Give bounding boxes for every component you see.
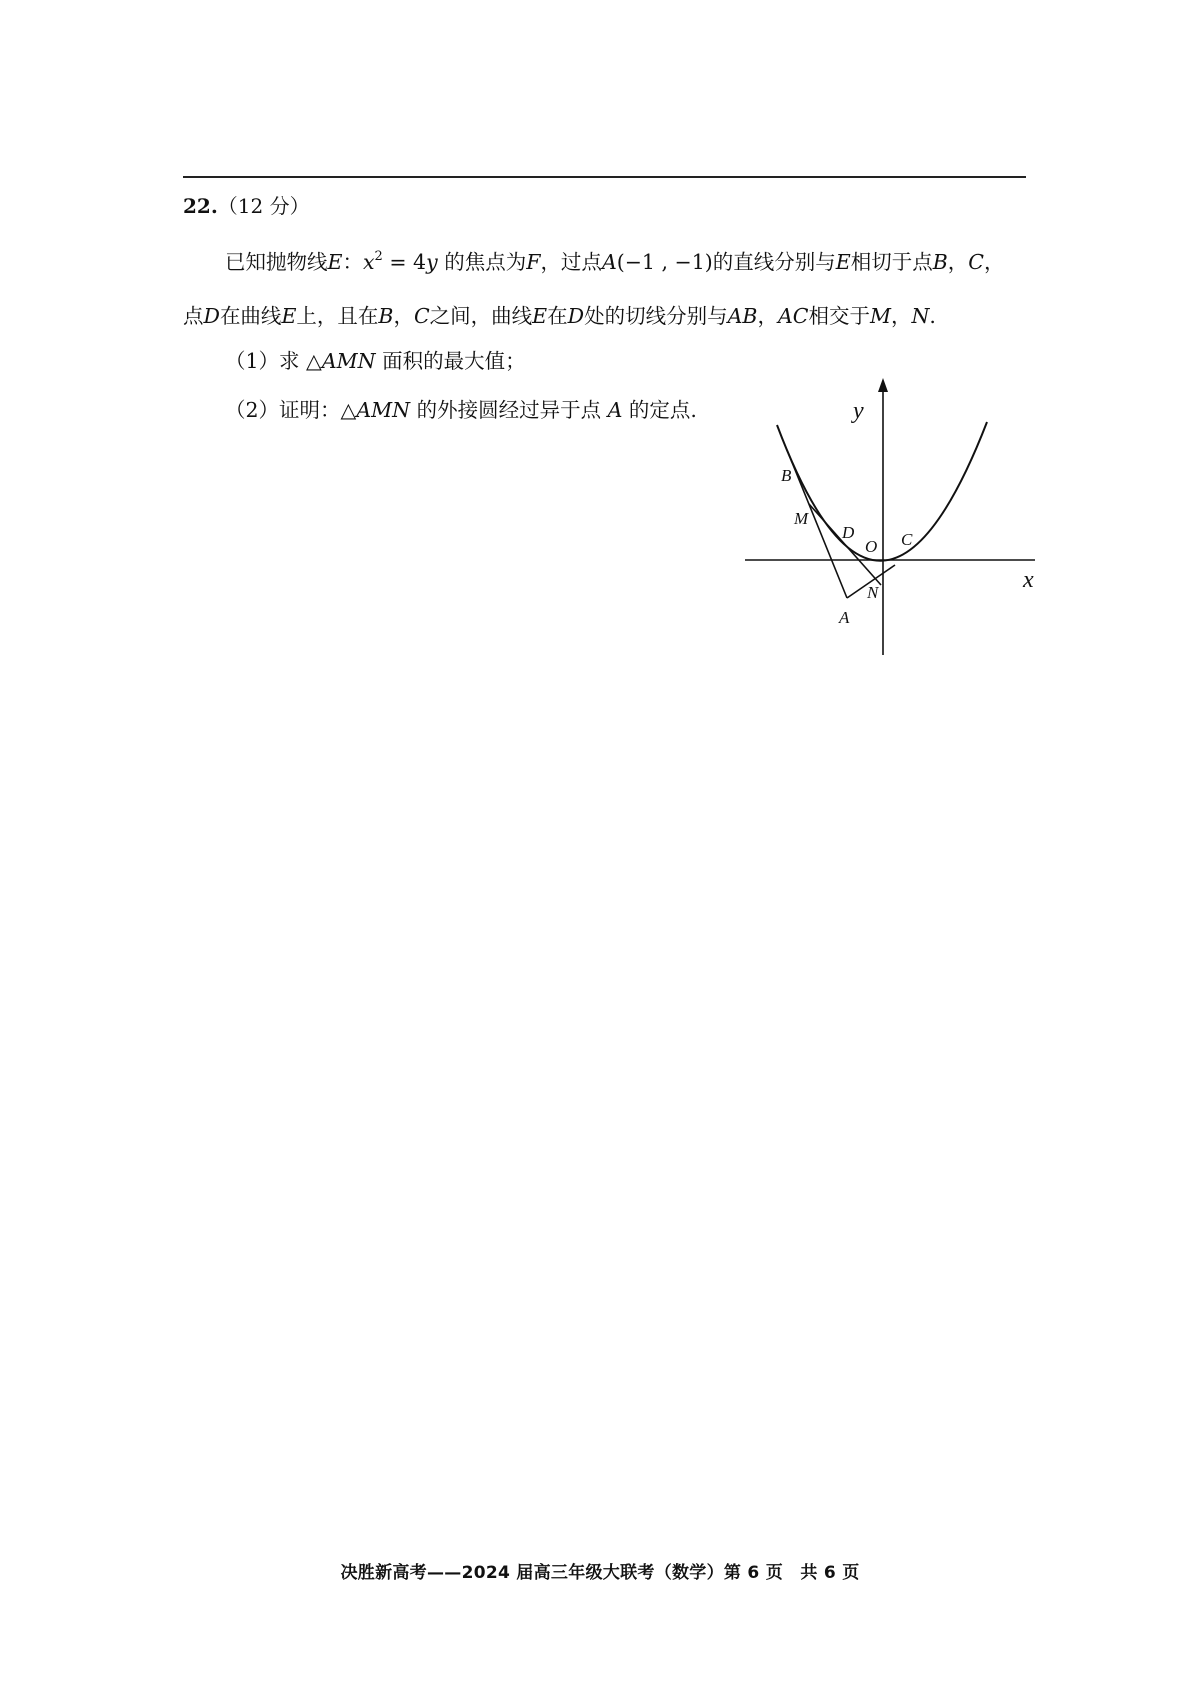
text-segment: ， [983,250,1005,274]
question-text-line1 [225,243,1004,276]
label-a: A [839,608,850,627]
curve-e: E [327,250,343,274]
text-segment: 上，且在 [296,304,379,328]
text-segment: 的外接圆经过异于点 [410,398,608,422]
text-segment: 的定点. [622,398,697,422]
triangle-amn: AMN [356,398,411,422]
text-segment: ，过点 [540,250,602,274]
parabola-figure [735,370,1045,660]
point-d: D [203,304,220,328]
text-segment: 在 [547,304,568,328]
point-b: B [932,250,948,274]
curve-e: E [835,250,851,274]
text-segment: 相切于点 [850,250,933,274]
label-o: O [865,537,878,556]
label-n: N [867,583,879,602]
text-segment: = 4 [382,250,427,274]
question-text-line2 [183,302,936,330]
point-a-coords: (−1 , −1) [616,250,713,274]
text-segment: . [929,304,936,328]
label-b: B [781,466,792,485]
text-segment: ： [342,250,363,274]
label-c: C [901,530,913,549]
point-n: N [911,304,930,328]
question-header [183,190,310,219]
label-y: y [853,398,864,424]
text-segment: 的直线分别与 [712,250,836,274]
point-m: M [869,304,891,328]
point-c: C [413,304,430,328]
y-axis-arrow-icon [878,378,888,392]
header-rule [183,176,1026,178]
text-segment: ， [890,304,912,328]
text-segment: ， [947,250,969,274]
point-b: B [378,304,394,328]
point-a: A [607,398,623,422]
label-x: x [1023,567,1034,593]
label-m: M [794,509,809,528]
text-segment: （2）证明：△ [225,398,357,422]
text-segment: 处的切线分别与 [584,304,728,328]
parabola-curve [777,422,987,561]
label-d: D [842,523,855,542]
text-segment: 之间，曲线 [429,304,533,328]
text-segment: 在曲线 [219,304,282,328]
text-segment: 已知抛物线 [225,250,328,274]
text-segment: 面积的最大值； [375,349,526,373]
text-segment: （1）求 △ [225,349,322,373]
segment-ab: AB [727,304,758,328]
text-segment: ， [757,304,778,328]
triangle-amn: AMN [321,349,376,373]
question-part2 [225,396,697,424]
curve-e: E [281,304,297,328]
point-d: D [567,304,585,328]
text-segment: ， [393,304,414,328]
segment-ac: AC [777,304,809,328]
text-segment: 的焦点为 [437,250,527,274]
question-part1 [225,347,526,375]
question-score: （12 分） [217,194,310,218]
question-number: 22. [183,194,218,218]
curve-e: E [532,304,548,328]
text-segment: 相交于 [808,304,870,328]
var-x: x [362,250,375,274]
var-y: y [426,250,438,274]
page-footer: 决胜新高考——2024 届高三年级大联考（数学）第 6 页 共 6 页 [340,1563,860,1583]
point-a: A [601,250,617,274]
text-segment: 点 [183,304,204,328]
point-c: C [968,250,984,274]
point-f: F [526,250,541,274]
exponent: 2 [374,249,383,264]
